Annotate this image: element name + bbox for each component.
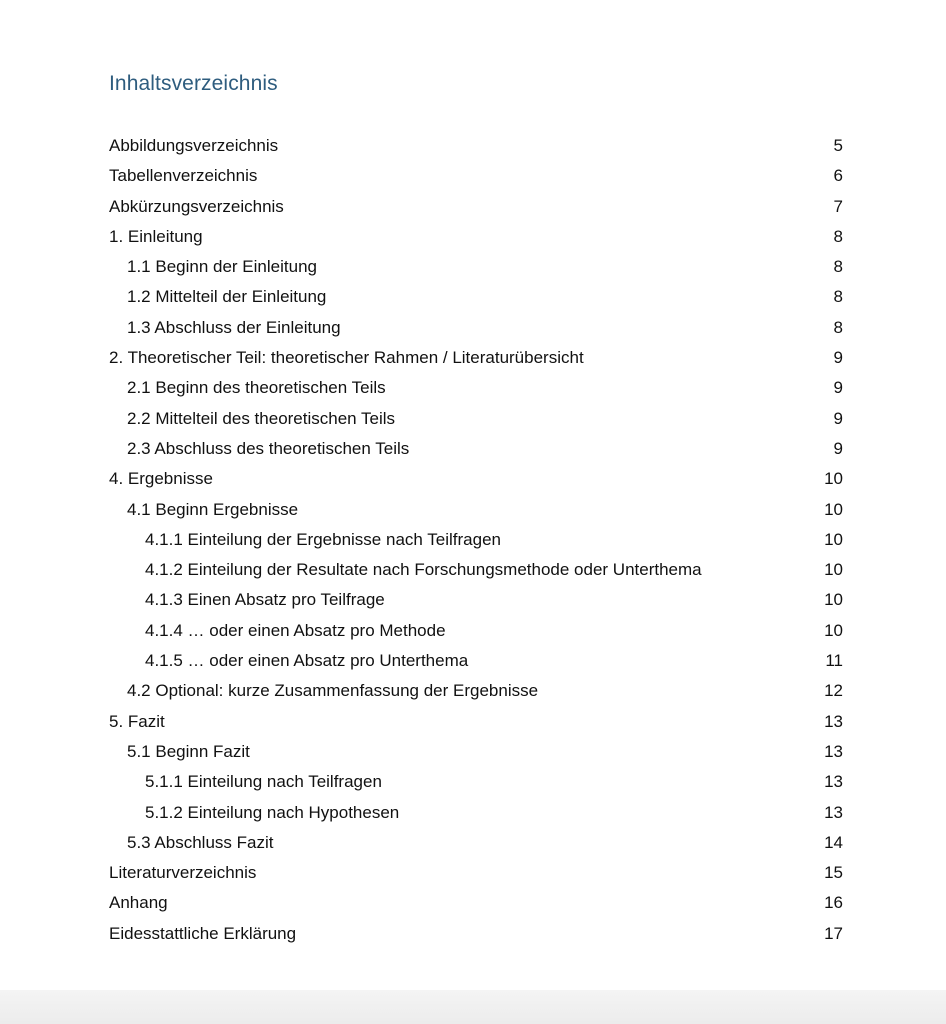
toc-entry[interactable] bbox=[0, 222, 946, 252]
toc-entry-label: 1.1 Beginn der Einleitung bbox=[127, 257, 317, 277]
toc-entry[interactable] bbox=[0, 798, 946, 828]
toc-entry-page: 8 bbox=[833, 226, 843, 246]
toc-entry-label: 2. Theoretischer Teil: theoretischer Rahmen / Literaturübersicht bbox=[109, 348, 584, 368]
table-of-contents bbox=[0, 131, 946, 949]
toc-entry-label: 4. Ergebnisse bbox=[109, 469, 213, 489]
toc-entry[interactable] bbox=[0, 555, 946, 585]
toc-entry-label: 2.3 Abschluss des theoretischen Teils bbox=[127, 438, 410, 458]
toc-entry-page: 9 bbox=[833, 378, 843, 398]
toc-entry-label: 4.2 Optional: kurze Zusammenfassung der Ergebnisse bbox=[127, 681, 539, 701]
toc-entry-page: 5 bbox=[833, 136, 843, 155]
toc-entry-page: 14 bbox=[824, 832, 843, 852]
toc-entry-label: 4.1 Beginn Ergebnisse bbox=[127, 499, 299, 519]
toc-entry[interactable] bbox=[0, 343, 946, 373]
toc-entry-label: Eidesstattliche Erklärung bbox=[109, 923, 297, 943]
toc-entry[interactable] bbox=[0, 495, 946, 525]
toc-entry[interactable] bbox=[0, 252, 946, 282]
toc-entry-page: 7 bbox=[833, 196, 843, 216]
toc-entry-page: 6 bbox=[833, 166, 843, 186]
toc-entry-page: 9 bbox=[833, 348, 843, 368]
toc-entry[interactable] bbox=[0, 707, 946, 737]
page-title: Inhaltsverzeichnis bbox=[109, 72, 278, 95]
toc-entry-page: 8 bbox=[833, 317, 843, 337]
toc-entry-label: Abkürzungsverzeichnis bbox=[109, 196, 284, 216]
toc-entry-page: 11 bbox=[825, 651, 843, 671]
toc-entry-label: 4.1.3 Einen Absatz pro Teilfrage bbox=[145, 590, 385, 610]
toc-entry[interactable] bbox=[0, 464, 946, 494]
toc-entry-page: 16 bbox=[824, 893, 843, 913]
toc-entry-label: 4.1.4 … oder einen Absatz pro Methode bbox=[145, 620, 446, 640]
toc-entry-page: 8 bbox=[833, 257, 843, 277]
toc-entry-page: 10 bbox=[824, 529, 843, 549]
toc-entry-label: 5.1.2 Einteilung nach Hypothesen bbox=[145, 802, 400, 822]
toc-entry[interactable] bbox=[0, 131, 946, 161]
toc-entry-page: 13 bbox=[824, 802, 843, 822]
toc-entry[interactable] bbox=[0, 525, 946, 555]
toc-entry[interactable] bbox=[0, 767, 946, 797]
toc-entry[interactable] bbox=[0, 737, 946, 767]
toc-entry-label: 1.3 Abschluss der Einleitung bbox=[127, 317, 341, 337]
toc-entry[interactable] bbox=[0, 161, 946, 191]
toc-entry-label: 1.2 Mittelteil der Einleitung bbox=[127, 287, 327, 307]
toc-entry[interactable] bbox=[0, 373, 946, 403]
toc-entry-page: 10 bbox=[824, 590, 843, 610]
toc-entry-label: Abbildungsverzeichnis bbox=[109, 136, 279, 155]
toc-entry-label: 5.3 Abschluss Fazit bbox=[127, 832, 274, 852]
toc-entry-label: 2.1 Beginn des theoretischen Teils bbox=[127, 378, 386, 398]
toc-entry[interactable] bbox=[0, 404, 946, 434]
toc-entry-page: 8 bbox=[833, 287, 843, 307]
toc-entry-page: 13 bbox=[824, 711, 843, 731]
toc-entry-label: 5.1 Beginn Fazit bbox=[127, 741, 250, 761]
toc-entry-page: 15 bbox=[824, 863, 843, 883]
toc-entry-label: 4.1.5 … oder einen Absatz pro Unterthema bbox=[145, 651, 469, 671]
toc-entry[interactable] bbox=[0, 646, 946, 676]
toc-entry-page: 12 bbox=[824, 681, 843, 701]
toc-entry-label: 1. Einleitung bbox=[109, 226, 203, 246]
toc-entry-label: 5.1.1 Einteilung nach Teilfragen bbox=[145, 772, 382, 792]
toc-entry-page: 9 bbox=[833, 438, 843, 458]
toc-entry[interactable] bbox=[0, 313, 946, 343]
toc-entry-label: Tabellenverzeichnis bbox=[109, 166, 258, 186]
toc-entry-label: 5. Fazit bbox=[109, 711, 165, 731]
toc-entry-label: Literaturverzeichnis bbox=[109, 863, 257, 883]
toc-entry[interactable] bbox=[0, 858, 946, 888]
toc-entry[interactable] bbox=[0, 616, 946, 646]
toc-entry-page: 17 bbox=[824, 923, 843, 943]
toc-entry-label: 2.2 Mittelteil des theoretischen Teils bbox=[127, 408, 396, 428]
toc-entry-page: 13 bbox=[824, 741, 843, 761]
toc-entry-label: 4.1.1 Einteilung der Ergebnisse nach Teilfragen bbox=[145, 529, 501, 549]
toc-entry-label: 4.1.2 Einteilung der Resultate nach Forschungsmethode oder Unterthema bbox=[145, 560, 702, 580]
toc-entry-page: 13 bbox=[824, 772, 843, 792]
toc-entry[interactable] bbox=[0, 434, 946, 464]
toc-entry-page: 10 bbox=[824, 469, 843, 489]
toc-entry[interactable] bbox=[0, 282, 946, 312]
toc-entry[interactable] bbox=[0, 888, 946, 918]
toc-entry[interactable] bbox=[0, 676, 946, 706]
toc-entry-page: 10 bbox=[824, 499, 843, 519]
toc-entry[interactable] bbox=[0, 828, 946, 858]
toc-entry[interactable] bbox=[0, 192, 946, 222]
viewer-bottom-bar bbox=[0, 990, 946, 1024]
toc-entry-page: 10 bbox=[824, 560, 843, 580]
toc-entry-page: 10 bbox=[824, 620, 843, 640]
toc-entry[interactable] bbox=[0, 585, 946, 615]
toc-entry[interactable] bbox=[0, 919, 946, 949]
toc-entry-label: Anhang bbox=[109, 893, 168, 913]
toc-entry-page: 9 bbox=[833, 408, 843, 428]
